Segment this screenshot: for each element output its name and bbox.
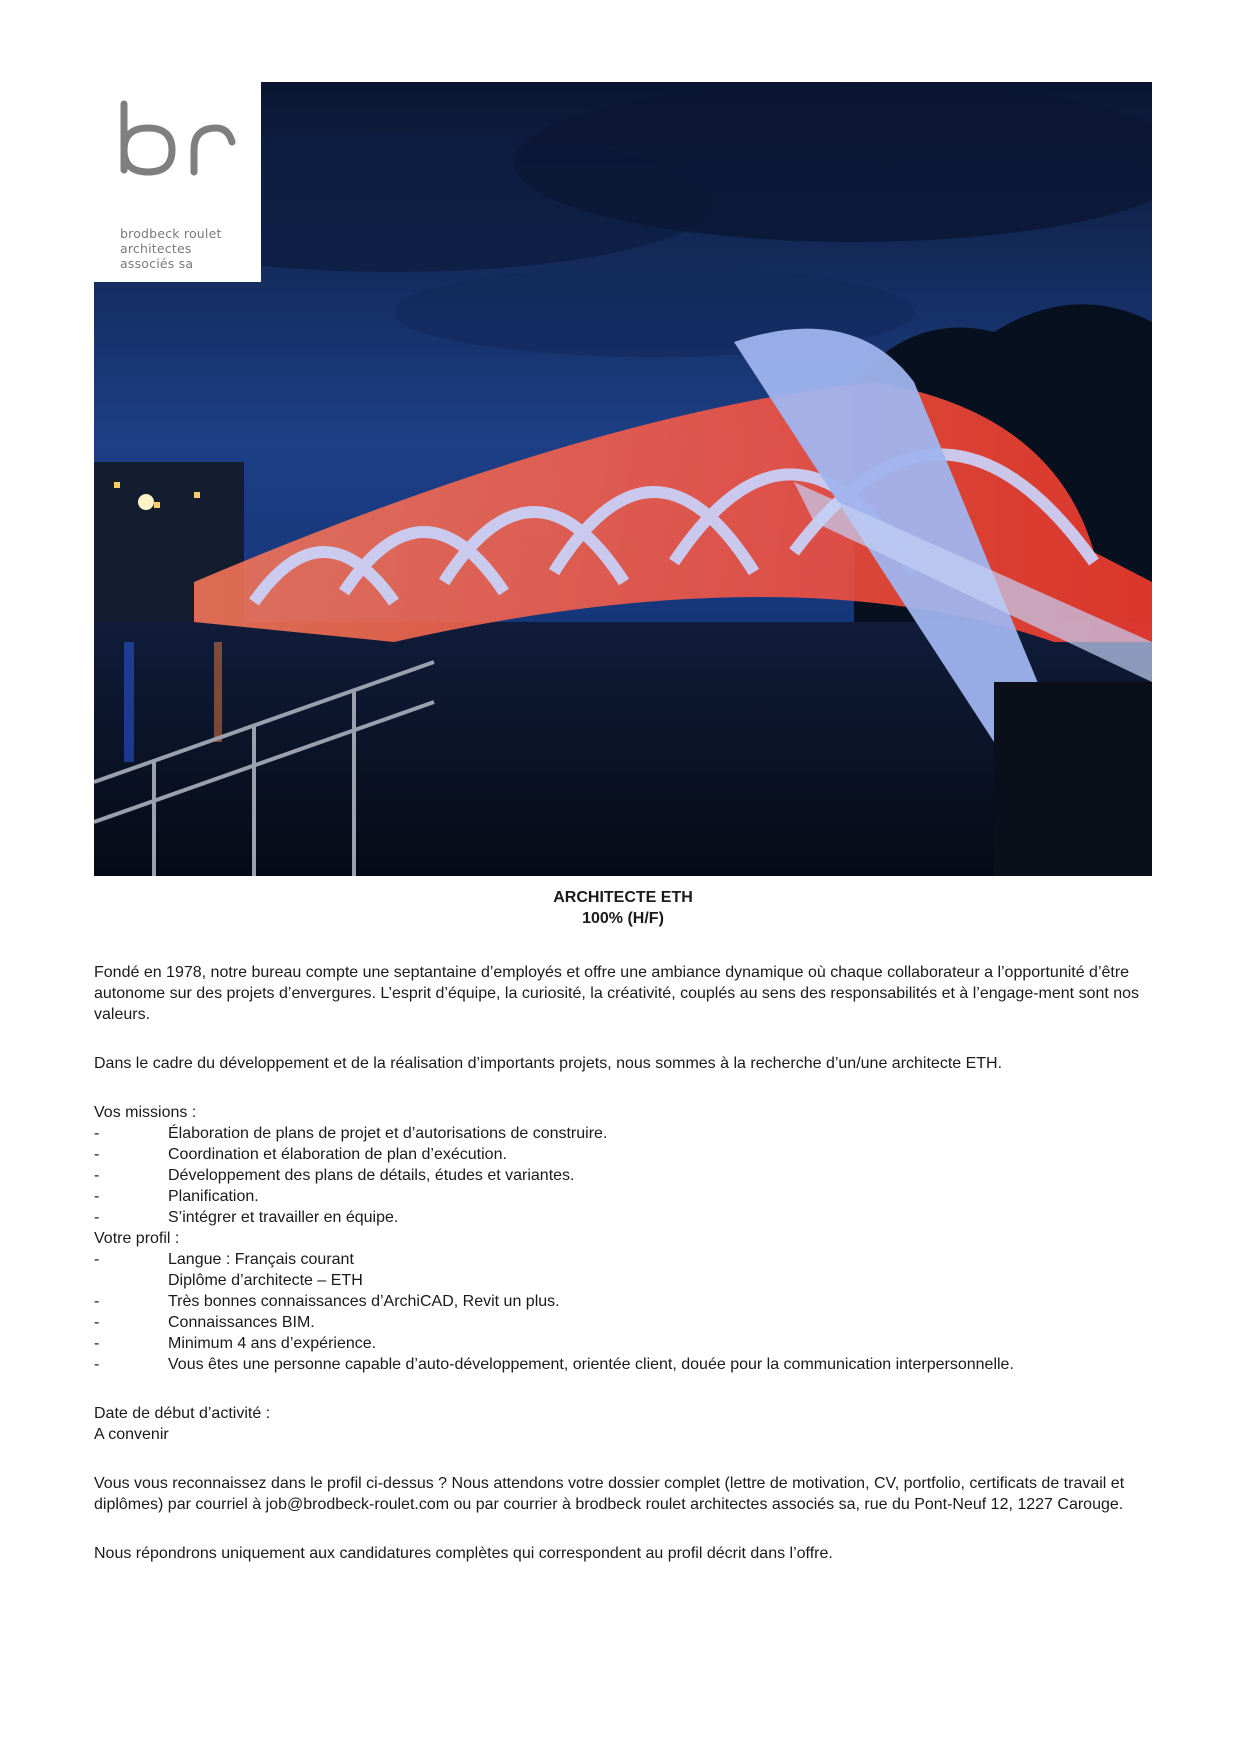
logo-line-2: architectes: [120, 241, 192, 256]
context-paragraph: Dans le cadre du développement et de la réalisation d’importants projets, nous sommes à la recherche d’un/une architecte ETH.: [94, 1055, 1003, 1072]
start-date-heading: Date de début d’activité :: [94, 1405, 271, 1422]
list-item: - Élaboration de plans de projet et d’autorisations de construire.: [94, 1125, 608, 1142]
intro-paragraph: Fondé en 1978, notre bureau compte une septantaine d’employés et offre une ambiance dynamique où chaque collaborateur a l’opportunité d’être autonome sur des projets d’envergures. L’esprit d’équipe, la curiosité, la créativité, couplés au sens des responsabilités et à l’engage-ment sont nos valeurs.: [94, 964, 1140, 1023]
list-item: - Vous êtes une personne capable d’auto-développement, orientée client, douée pour la communication interpersonnelle.: [94, 1356, 1014, 1373]
list-item: - Coordination et élaboration de plan d’exécution.: [94, 1146, 507, 1163]
list-item: - Planification.: [94, 1188, 259, 1205]
logo-line-1: brodbeck roulet: [120, 226, 222, 241]
missions-heading: Vos missions :: [94, 1104, 197, 1121]
profile-heading: Votre profil :: [94, 1230, 180, 1247]
application-paragraph: Vous vous reconnaissez dans le profil ci-dessus ? Nous attendons votre dossier complet (lettre de motivation, CV, portfolio, certificats de travail et diplômes) par courriel à job@brodbeck-roulet.com ou par courrier à brodbeck roulet architectes associés sa, rue du Pont-Neuf 12, 1227 Carouge.: [94, 1475, 1125, 1513]
logo-line-3: associés sa: [120, 256, 194, 271]
list-item: - Connaissances BIM.: [94, 1314, 315, 1331]
list-item-continuation: Diplôme d’architecte – ETH: [168, 1272, 363, 1289]
list-item: - S’intégrer et travailler en équipe.: [94, 1209, 399, 1226]
company-logo: [94, 82, 261, 282]
list-item: - Très bonnes connaissances d’ArchiCAD, Revit un plus.: [94, 1293, 560, 1310]
job-title-block: [94, 887, 1152, 929]
list-item: - Langue : Français courant: [94, 1251, 354, 1268]
job-rate: 100% (H/F): [582, 910, 664, 927]
list-item: - Minimum 4 ans d’expérience.: [94, 1335, 377, 1352]
list-item: - Développement des plans de détails, études et variantes.: [94, 1167, 575, 1184]
br-logo-mark-icon: [116, 98, 236, 198]
job-title: ARCHITECTE ETH: [553, 889, 693, 906]
closing-paragraph: Nous répondrons uniquement aux candidatures complètes qui correspondent au profil décrit dans l’offre.: [94, 1545, 833, 1562]
start-date-value: A convenir: [94, 1426, 169, 1443]
job-description: [94, 962, 1152, 1564]
